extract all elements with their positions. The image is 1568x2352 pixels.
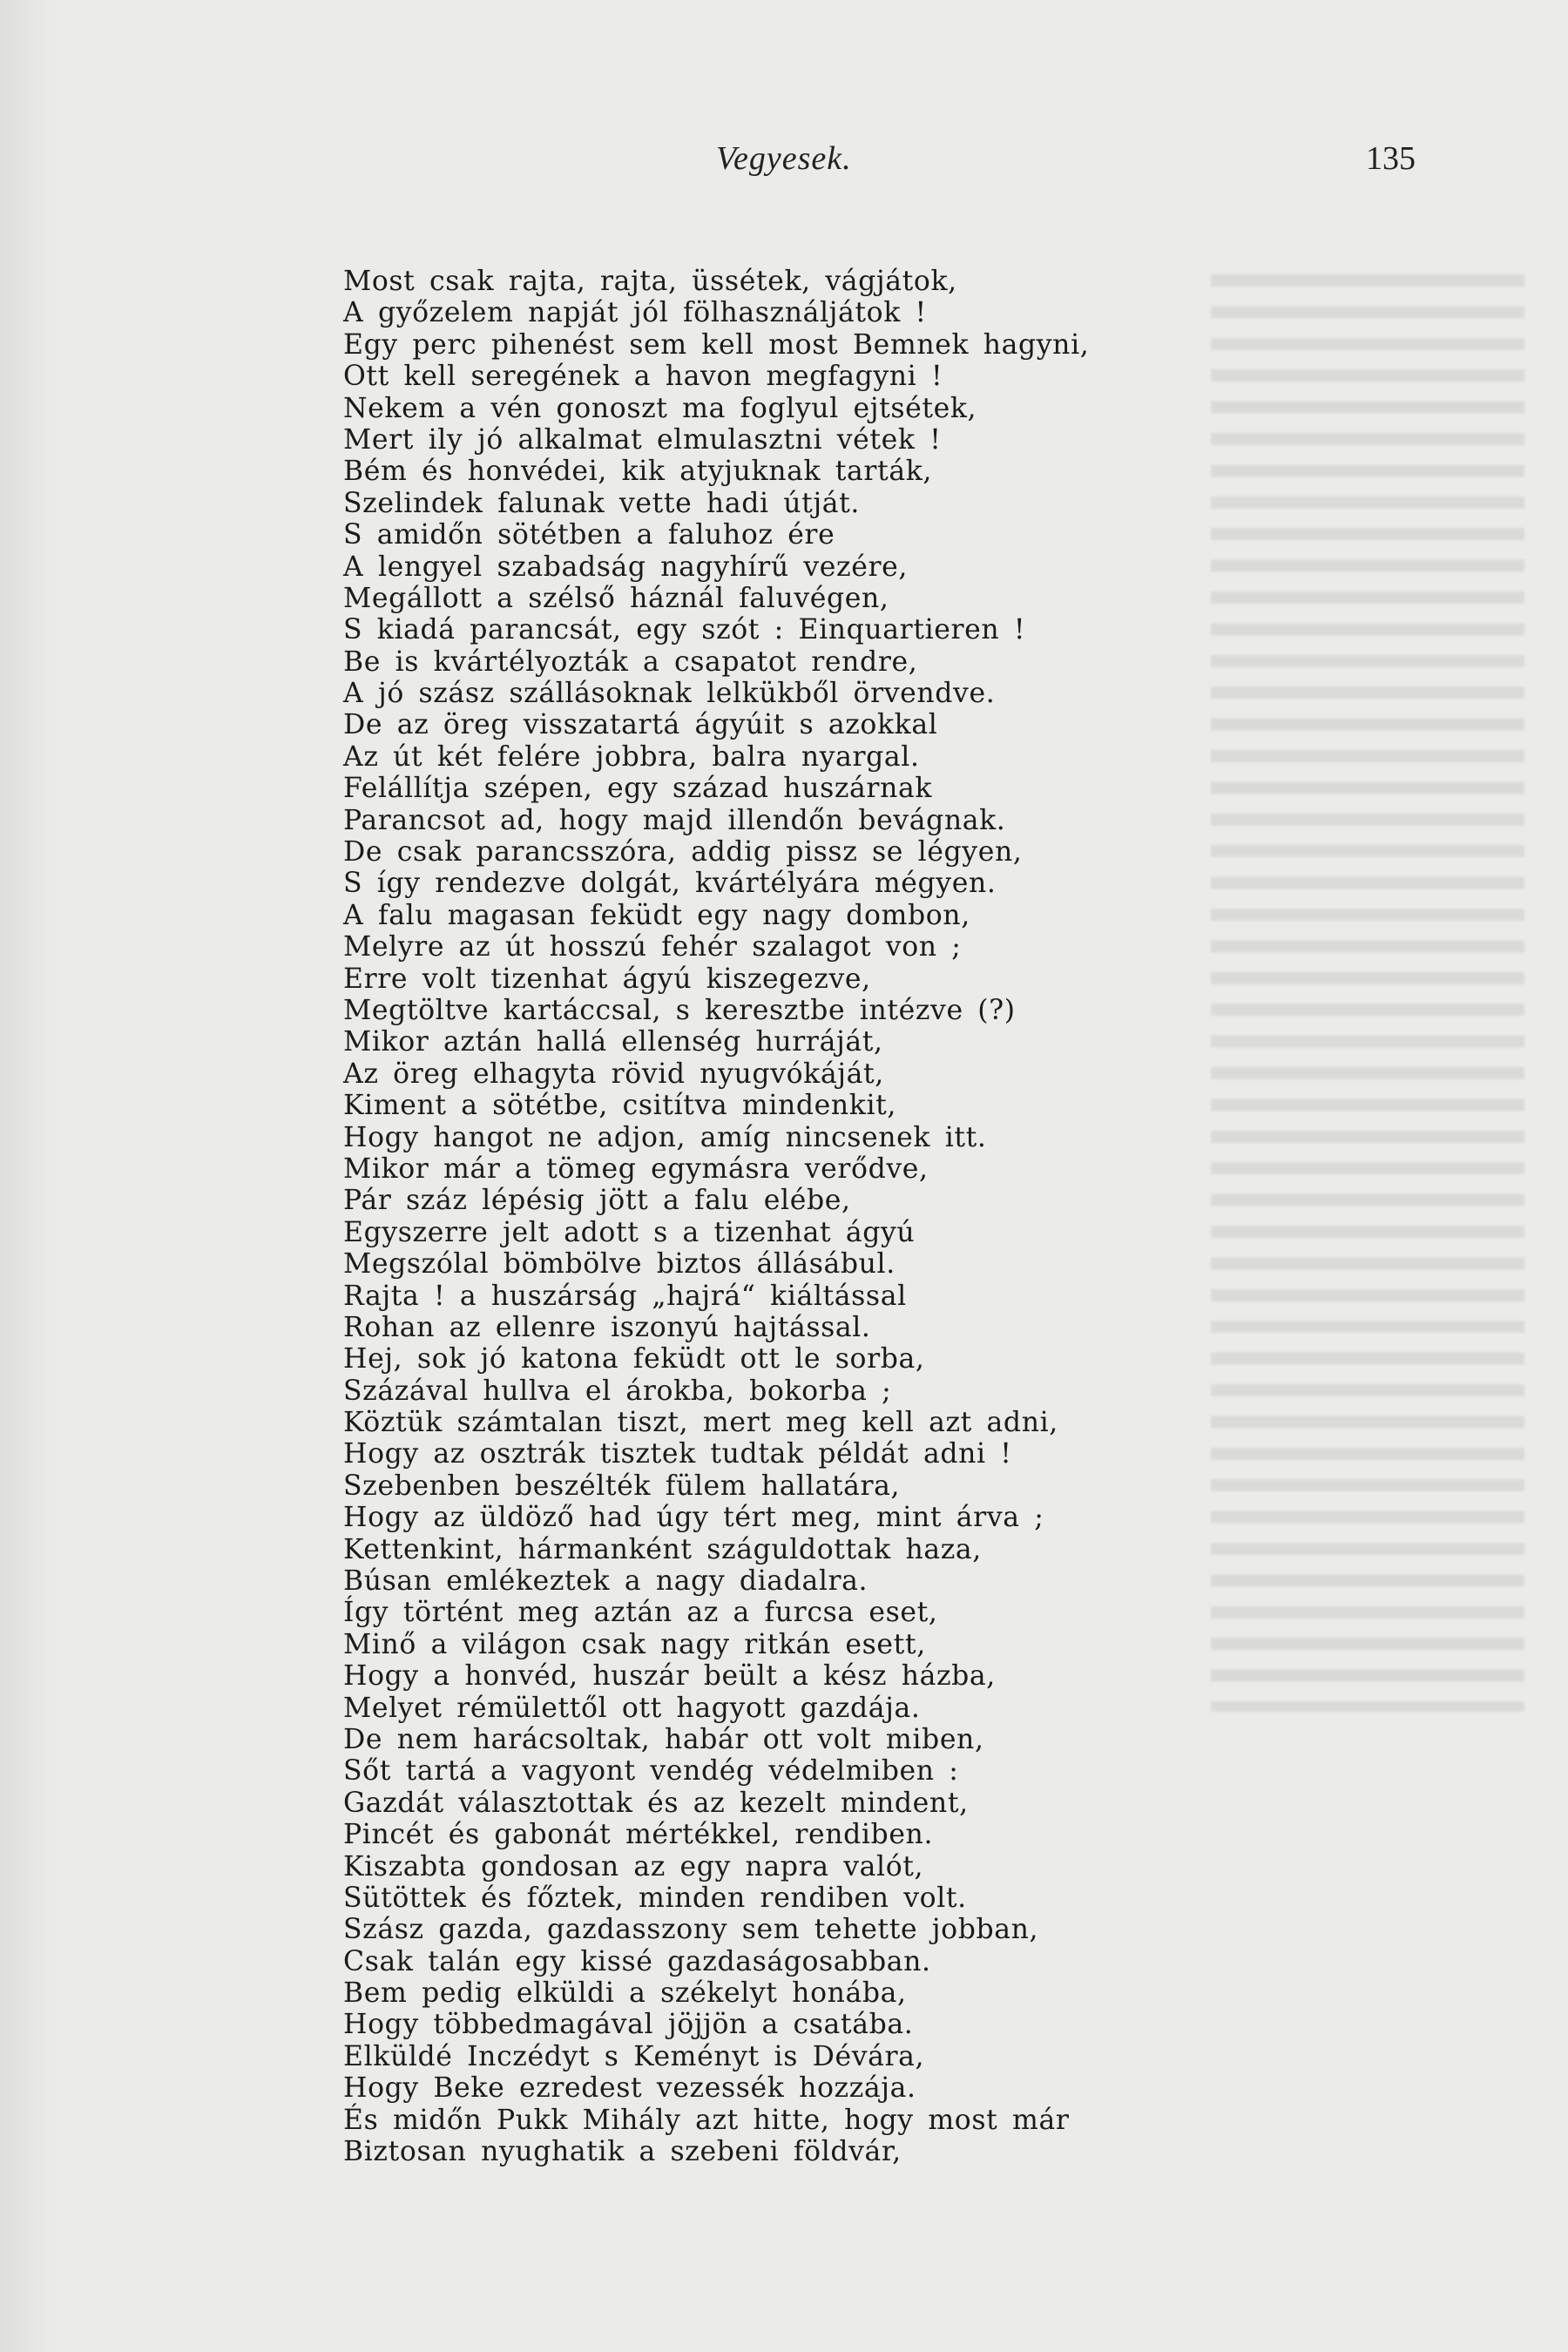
poem-body — [343, 266, 1214, 2167]
poem-line: Felállítja szépen, egy század huszárnak — [343, 773, 933, 805]
poem-line: De csak parancsszóra, addig pissz se légyen, — [343, 836, 1023, 868]
poem-line: S kiadá parancsát, egy szót : Einquartieren ! — [343, 614, 1026, 646]
poem-line: Így történt meg aztán az a furcsa eset, — [343, 1597, 938, 1629]
poem-line: Rohan az ellenre iszonyú hajtással. — [343, 1311, 871, 1343]
poem-line: Biztosan nyughatik a szebeni földvár, — [343, 2136, 902, 2168]
page-header — [0, 139, 1568, 183]
poem-line: Megállott a szélső háznál faluvégen, — [343, 582, 889, 614]
poem-line: Ott kell seregének a havon megfagyni ! — [343, 361, 943, 393]
poem-line: A falu magasan feküdt egy nagy dombon, — [343, 899, 970, 931]
page-number: 135 — [1366, 140, 1416, 177]
poem-line: S amidőn sötétben a faluhoz ére — [343, 519, 835, 551]
poem-line: A lengyel szabadság nagyhírű vezére, — [343, 551, 908, 583]
poem-line: De nem harácsoltak, habár ott volt miben, — [343, 1723, 984, 1755]
poem-line: Kiszabta gondosan az egy napra valót, — [343, 1850, 924, 1882]
poem-line: Nekem a vén gonoszt ma foglyul ejtsétek, — [343, 392, 977, 424]
poem-line: Mikor aztán hallá ellenség hurráját, — [343, 1026, 883, 1058]
poem-line: Pár száz lépésig jött a falu elébe, — [343, 1185, 851, 1217]
poem-line: Egy perc pihenést sem kell most Bemnek hagyni, — [343, 328, 1090, 361]
poem-line: Hogy az üldöző had úgy tért meg, mint árva ; — [343, 1502, 1044, 1534]
poem-line: Köztük számtalan tiszt, mert meg kell azt adni, — [343, 1407, 1058, 1439]
page-edge-shadow — [0, 0, 52, 2352]
poem-line: Egyszerre jelt adott s a tizenhat ágyú — [343, 1216, 916, 1248]
poem-line: Mert ily jó alkalmat elmulasztni vétek ! — [343, 423, 942, 456]
poem-line: Búsan emlékeztek a nagy diadalra. — [343, 1565, 868, 1598]
poem-line: Szász gazda, gazdasszony sem tehette jobban, — [343, 1914, 1039, 1946]
poem-line: Hogy Beke ezredest vezessék hozzája. — [343, 2072, 916, 2105]
poem-line: Hogy az osztrák tisztek tudtak példát adni ! — [343, 1438, 1012, 1470]
poem-line: Minő a világon csak nagy ritkán esett, — [343, 1628, 926, 1660]
poem-line: Az öreg elhagyta rövid nyugvókáját, — [343, 1058, 884, 1090]
poem-line: Mikor már a tömeg egymásra verődve, — [343, 1152, 929, 1185]
poem-line: Gazdát választottak és az kezelt mindent, — [343, 1787, 969, 1819]
poem-line: Elküldé Inczédyt s Keményt is Dévára, — [343, 2040, 925, 2072]
poem-line: Rajta ! a huszárság „hajrá“ kiáltással — [343, 1280, 907, 1312]
poem-line: Kettenkint, hármanként száguldottak haza, — [343, 1533, 982, 1565]
poem-line: Parancsot ad, hogy majd illendőn bevágnak. — [343, 804, 1006, 836]
poem-line: Az út két felére jobbra, balra nyargal. — [343, 740, 920, 773]
poem-line: Hej, sok jó katona feküdt ott le sorba, — [343, 1343, 925, 1375]
poem-line: Szelindek falunak vette hadi útját. — [343, 487, 861, 519]
poem-line: De az öreg visszatartá ágyúit s azokkal — [343, 709, 938, 741]
poem-line: Százával hullva el árokba, bokorba ; — [343, 1375, 892, 1407]
poem-line: Melyre az út hosszú fehér szalagot von ; — [343, 931, 962, 963]
poem-line: S így rendezve dolgát, kvártélyára mégyen. — [343, 868, 997, 900]
poem-line: Hogy többedmagával jöjjön a csatába. — [343, 2009, 914, 2041]
poem-line: Melyet rémülettől ott hagyott gazdája. — [343, 1692, 921, 1724]
poem-line: Pincét és gabonát mértékkel, rendiben. — [343, 1819, 934, 1851]
poem-line: Hogy hangot ne adjon, amíg nincsenek itt. — [343, 1121, 987, 1153]
poem-line: Hogy a honvéd, huszár beült a kész házba, — [343, 1660, 996, 1693]
poem-line: Csak talán egy kissé gazdaságosabban. — [343, 1945, 931, 1977]
poem-line: Szebenben beszélték fülem hallatára, — [343, 1470, 901, 1502]
poem-line: A jó szász szállásoknak lelkükből örvendve. — [343, 678, 996, 710]
poem-line: Erre volt tizenhat ágyú kiszegezve, — [343, 963, 871, 995]
poem-line: A győzelem napját jól fölhasználjátok ! — [343, 297, 927, 329]
poem-line: Bem pedig elküldi a székelyt honába, — [343, 1977, 907, 2010]
poem-line: Kiment a sötétbe, csitítva mindenkit, — [343, 1090, 897, 1122]
poem-line: Most csak rajta, rajta, üssétek, vágjátok, — [343, 266, 957, 297]
poem-line: Sütöttek és főztek, minden rendiben volt. — [343, 1882, 967, 1914]
show-through-text — [1211, 266, 1524, 1712]
poem-line: És midőn Pukk Mihály azt hitte, hogy most már — [343, 2104, 1070, 2136]
poem-line: Megszólal bömbölve biztos állásábul. — [343, 1248, 896, 1281]
poem-line: Megtöltve kartáccsal, s keresztbe intézve (?) — [343, 994, 1016, 1026]
running-title: Vegyesek. — [716, 140, 852, 177]
poem-line: Bém és honvédei, kik atyjuknak tarták, — [343, 456, 933, 488]
poem-line: Sőt tartá a vagyont vendég védelmiben : — [343, 1755, 959, 1788]
poem-line: Be is kvártélyozták a csapatot rendre, — [343, 645, 918, 678]
